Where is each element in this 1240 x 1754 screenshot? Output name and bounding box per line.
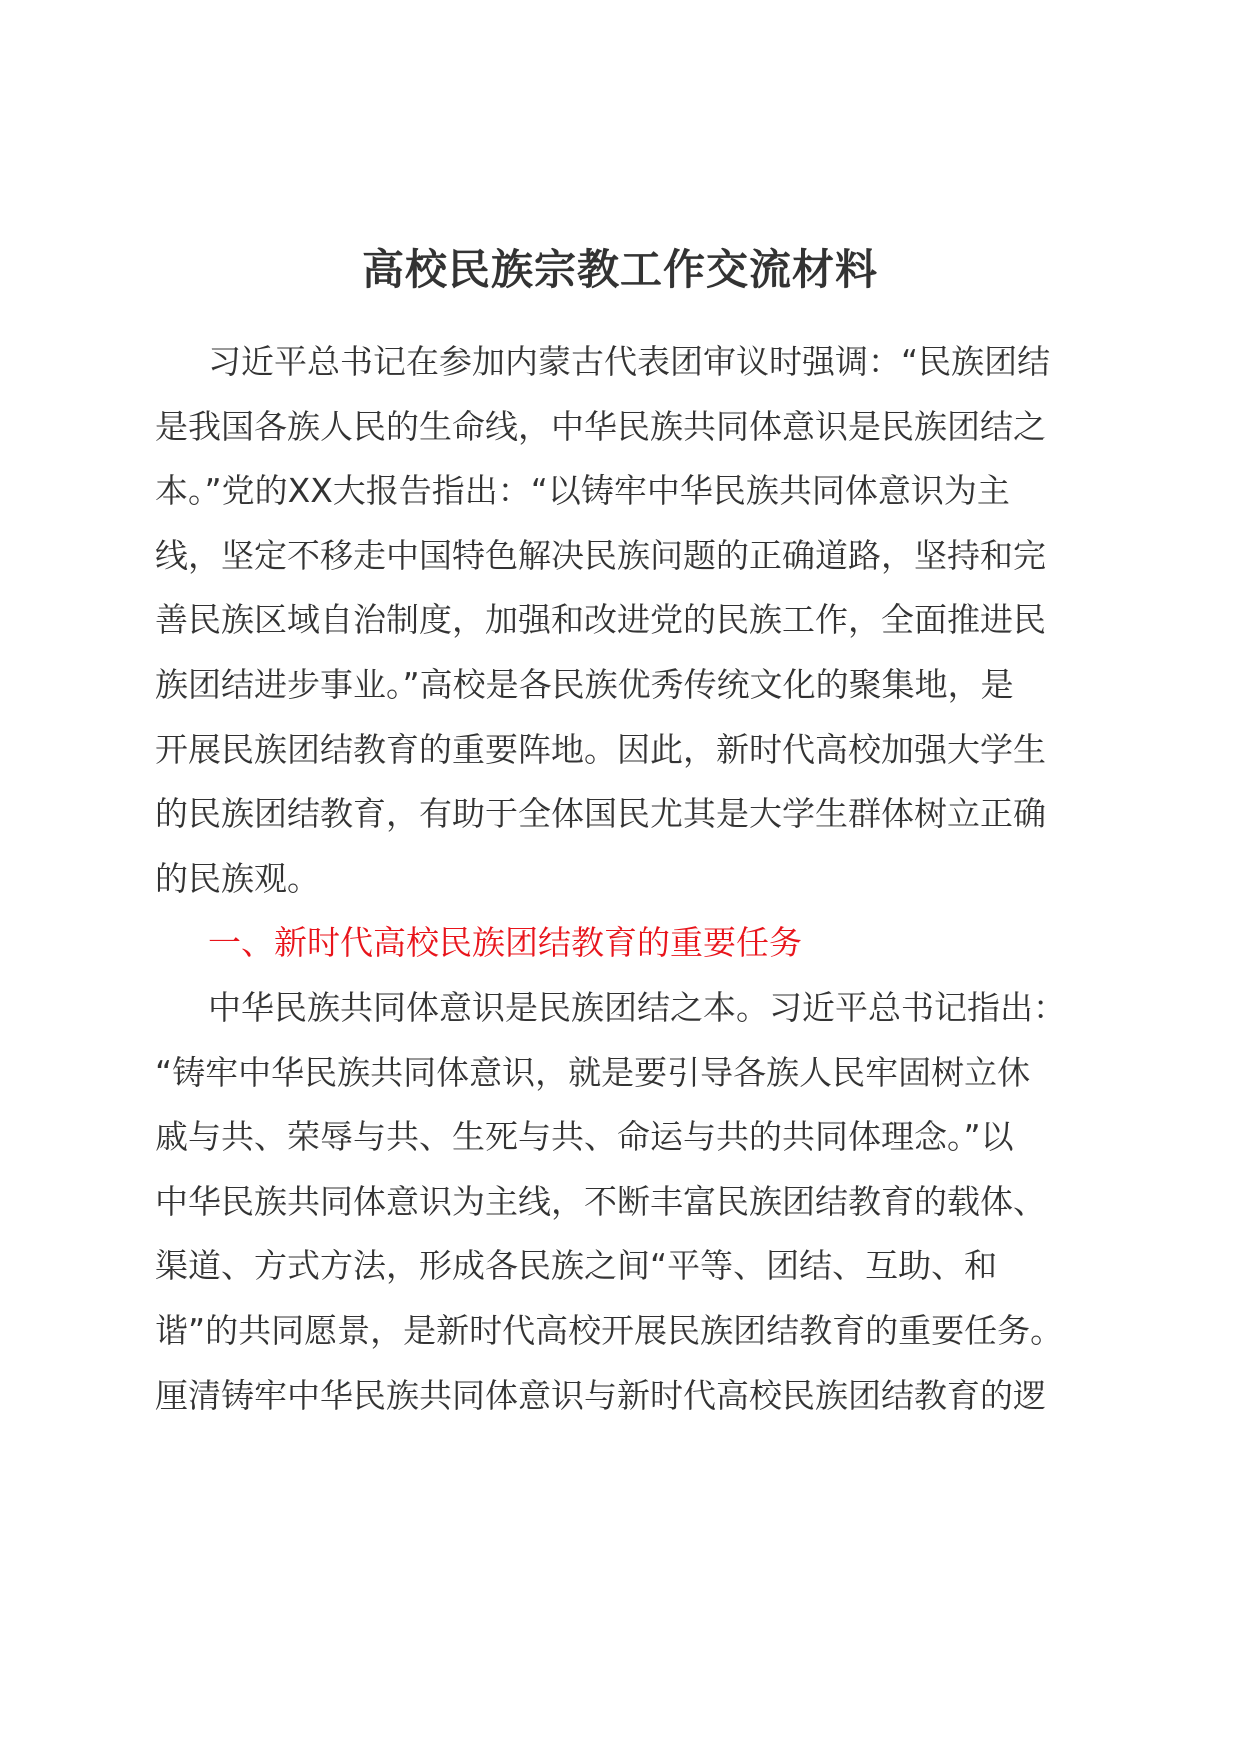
paragraph-2-line: 谐”的共同愿景，是新时代高校开展民族团结教育的重要任务。 [155, 1310, 1064, 1350]
paragraph-2-line: 渠道、方式方法，形成各民族之间“平等、团结、互助、和 [155, 1246, 998, 1286]
paragraph-2-line: 厘清铸牢中华民族共同体意识与新时代高校民族团结教育的逻 [155, 1375, 1046, 1415]
paragraph-1-line: 线，坚定不移走中国特色解决民族问题的正确道路，坚持和完 [155, 535, 1046, 575]
section-heading: 一、新时代高校民族团结教育的重要任务 [208, 923, 802, 963]
document-title: 高校民族宗教工作交流材料 [361, 245, 878, 294]
paragraph-2-line: 戚与共、荣辱与共、生死与共、命运与共的共同体理念。”以 [155, 1117, 1014, 1157]
paragraph-1-line: 的民族团结教育，有助于全体国民尤其是大学生群体树立正确 [155, 794, 1046, 834]
paragraph-1-line: 习近平总书记在参加内蒙古代表团审议时强调：“民族团结 [208, 342, 1051, 381]
paragraph-2-line: 中华民族共同体意识是民族团结之本。习近平总书记指出： [208, 987, 1066, 1027]
paragraph-1-line: 开展民族团结教育的重要阵地。因此，新时代高校加强大学生 [155, 729, 1046, 769]
paragraph-1-line: 族团结进步事业。”高校是各民族优秀传统文化的聚集地，是 [155, 664, 1014, 704]
document-body [155, 330, 1095, 1428]
paragraph-1-line: 的民族观。 [155, 858, 320, 898]
paragraph-1-line: 是我国各族人民的生命线，中华民族共同体意识是民族团结之 [155, 406, 1046, 446]
paragraph-1-line: 善民族区域自治制度，加强和改进党的民族工作，全面推进民 [155, 600, 1046, 640]
paragraph-2-line: 中华民族共同体意识为主线，不断丰富民族团结教育的载体、 [155, 1181, 1046, 1221]
paragraph-2-line: “铸牢中华民族共同体意识，就是要引导各族人民牢固树立休 [155, 1052, 1031, 1092]
paragraph-1-line: 本。”党的XX大报告指出：“以铸牢中华民族共同体意识为主 [155, 471, 1010, 511]
